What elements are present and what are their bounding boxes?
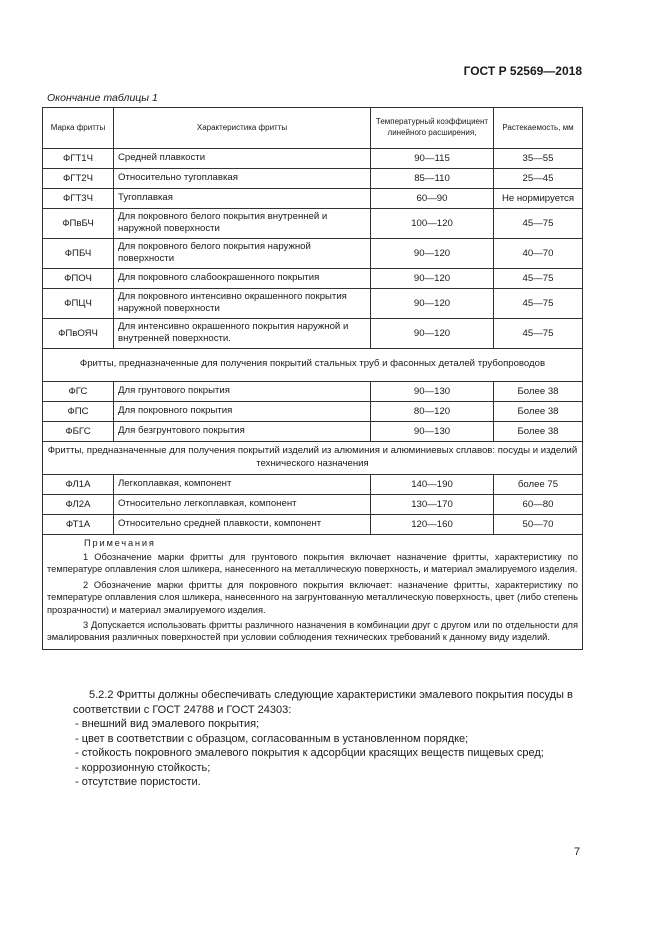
cell-desc: Относительно средней плавкости, компонент xyxy=(114,514,371,534)
table-row xyxy=(43,209,583,239)
notes-row xyxy=(43,534,583,649)
cell-temp: 90—120 xyxy=(371,268,494,288)
table-row xyxy=(43,401,583,421)
list-item: - стойкость покровного эмалевого покрытия к адсорбции красящих веществ пищевых сред; xyxy=(75,747,544,760)
cell-spread: Более 38 xyxy=(494,401,583,421)
cell-desc: Относительно легкоплавкая, компонент xyxy=(114,494,371,514)
section-heading-pipes: Фритты, предназначенные для получения покрытий стальных труб и фасонных деталей трубопроводов xyxy=(43,348,583,381)
cell-code: ФПБЧ xyxy=(43,238,114,268)
cell-spread: Более 38 xyxy=(494,421,583,441)
cell-desc: Для интенсивно окрашенного покрытия наружной и внутренней поверхности. xyxy=(114,318,371,348)
cell-desc: Для покровного покрытия xyxy=(114,401,371,421)
cell-code: ФТ1А xyxy=(43,514,114,534)
note-item: 2 Обозначение марки фритты для покровного покрытия включает: назначение фритты, характеристику по температуре оплавления слоя шликера, нанесенного на загрунтованную металлическую поверхность, цвет (либо степень прозрачности) и материал эмалируемого изделия. xyxy=(47,579,578,615)
col-header-code: Марка фритты xyxy=(43,108,114,149)
cell-code: ФПвОЯЧ xyxy=(43,318,114,348)
cell-desc: Средней плавкости xyxy=(114,149,371,169)
clause-5-2-2 xyxy=(75,688,585,790)
section-heading-aluminium: Фритты, предназначенные для получения покрытий изделий из алюминия и алюминиевых сплавов: посуды и изделий технического назначения xyxy=(43,441,583,474)
list-item: - коррозионную стойкость; xyxy=(75,761,211,774)
table-row xyxy=(43,514,583,534)
cell-spread: 25—45 xyxy=(494,169,583,189)
clause-lead: 5.2.2 Фритты должны обеспечивать следующие характеристики эмалевого покрытия посуды в соответствии с ГОСТ 24788 и ГОСТ 24303: xyxy=(73,689,573,716)
cell-spread: Не нормируется xyxy=(494,189,583,209)
table-row xyxy=(43,149,583,169)
cell-code: ФГС xyxy=(43,381,114,401)
document-code: ГОСТ Р 52569—2018 xyxy=(463,64,582,78)
cell-temp: 80—120 xyxy=(371,401,494,421)
cell-spread: 50—70 xyxy=(494,514,583,534)
cell-desc: Легкоплавкая, компонент xyxy=(114,474,371,494)
cell-code: ФПвБЧ xyxy=(43,209,114,239)
note-item: 3 Допускается использовать фритты различного назначения в комбинации друг с другом или по отдельности для эмалирования различных поверхностей при условии соблюдения технических требований к данному виду изделий. xyxy=(47,619,578,643)
table-row xyxy=(43,169,583,189)
cell-spread: более 75 xyxy=(494,474,583,494)
note-item: 1 Обозначение марки фритты для грунтового покрытия включает назначение фритты, характеристику по температуре оплавления слоя шликера, нанесенного на металлическую поверхность, и материал эмалируемого изделия. xyxy=(47,552,578,575)
list-item: - внешний вид эмалевого покрытия; xyxy=(75,718,260,731)
table-row xyxy=(43,189,583,209)
cell-code: ФЛ1А xyxy=(43,474,114,494)
cell-temp: 85—110 xyxy=(371,169,494,189)
list-item: - отсутствие пористости. xyxy=(75,776,201,789)
cell-temp: 90—120 xyxy=(371,288,494,318)
section-row xyxy=(43,441,583,474)
table-row xyxy=(43,318,583,348)
cell-code: ФЛ2А xyxy=(43,494,114,514)
cell-code: ФПЦЧ xyxy=(43,288,114,318)
cell-desc: Тугоплавкая xyxy=(114,189,371,209)
cell-temp: 60—90 xyxy=(371,189,494,209)
cell-temp: 130—170 xyxy=(371,494,494,514)
cell-spread: 40—70 xyxy=(494,238,583,268)
cell-code: ФГТ2Ч xyxy=(43,169,114,189)
table-row xyxy=(43,288,583,318)
cell-spread: 45—75 xyxy=(494,209,583,239)
cell-code: ФПОЧ xyxy=(43,268,114,288)
col-header-desc: Характеристика фритты xyxy=(114,108,371,149)
cell-spread: 45—75 xyxy=(494,318,583,348)
table-notes xyxy=(43,534,583,649)
table-row xyxy=(43,421,583,441)
table-row xyxy=(43,381,583,401)
cell-spread: Более 38 xyxy=(494,381,583,401)
cell-desc: Относительно тугоплавкая xyxy=(114,169,371,189)
notes-title: Примечания xyxy=(84,537,156,548)
table-row xyxy=(43,268,583,288)
cell-code: ФПС xyxy=(43,401,114,421)
cell-temp: 100—120 xyxy=(371,209,494,239)
page-number: 7 xyxy=(574,846,581,858)
cell-temp: 140—190 xyxy=(371,474,494,494)
cell-temp: 90—120 xyxy=(371,238,494,268)
cell-desc: Для покровного слабоокрашенного покрытия xyxy=(114,268,371,288)
cell-temp: 90—130 xyxy=(371,421,494,441)
list-item: - цвет в соответствии с образцом, согласованным в установленном порядке; xyxy=(75,732,469,745)
cell-spread: 35—55 xyxy=(494,149,583,169)
col-header-spread: Растекаемость, мм xyxy=(494,108,583,149)
cell-temp: 90—130 xyxy=(371,381,494,401)
cell-spread: 45—75 xyxy=(494,288,583,318)
table-row xyxy=(43,494,583,514)
cell-desc: Для безгрунтового покрытия xyxy=(114,421,371,441)
cell-code: ФГТ3Ч xyxy=(43,189,114,209)
cell-desc: Для покровного интенсивно окрашенного покрытия наружной поверхности xyxy=(114,288,371,318)
cell-desc: Для покровного белого покрытия наружной поверхности xyxy=(114,238,371,268)
frit-table xyxy=(42,107,583,650)
table-row xyxy=(43,474,583,494)
cell-temp: 120—160 xyxy=(371,514,494,534)
cell-code: ФБГС xyxy=(43,421,114,441)
cell-desc: Для покровного белого покрытия внутренней и наружной поверхности xyxy=(114,209,371,239)
table-row xyxy=(43,238,583,268)
col-header-temp: Температурный коэффициент линейного расширения, xyxy=(371,108,494,149)
cell-desc: Для грунтового покрытия xyxy=(114,381,371,401)
cell-temp: 90—120 xyxy=(371,318,494,348)
cell-spread: 45—75 xyxy=(494,268,583,288)
section-row xyxy=(43,348,583,381)
table-caption: Окончание таблицы 1 xyxy=(47,92,158,104)
cell-code: ФГТ1Ч xyxy=(43,149,114,169)
cell-temp: 90—115 xyxy=(371,149,494,169)
cell-spread: 60—80 xyxy=(494,494,583,514)
